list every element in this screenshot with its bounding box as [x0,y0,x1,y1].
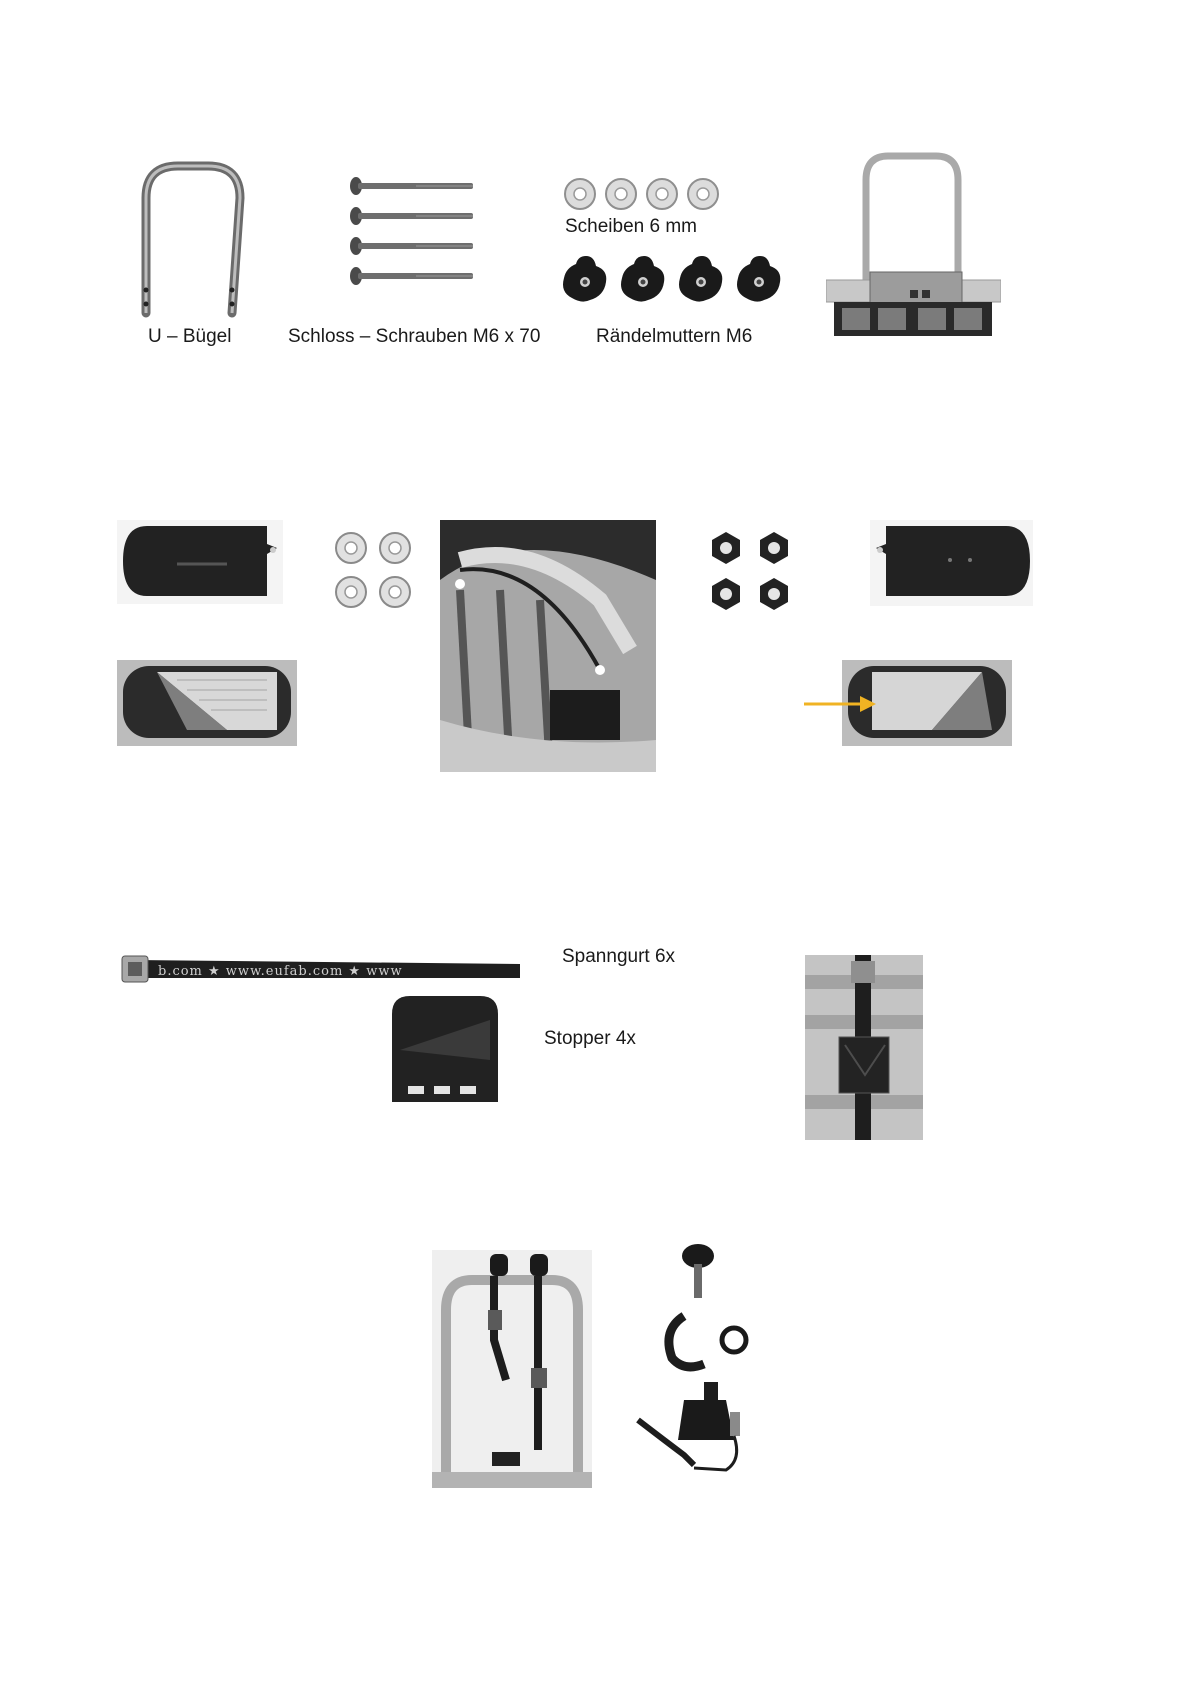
washers-image [562,176,732,214]
strap-label: Spanngurt 6x [562,946,676,967]
arrow-icon [804,692,876,716]
parts-section-3 [0,930,1191,1160]
holder-parts-image [634,1240,764,1485]
parts-section-2 [0,500,1191,790]
parts-section-1 [0,0,1191,380]
right-housing-back-image [870,520,1033,606]
bolts-label: Schloss – Schrauben M6 x 70 [288,326,541,347]
housing-washers-image [333,530,415,612]
stopper-image [380,990,506,1116]
carriage-bolts-image [346,174,476,299]
housing-nuts-image [708,530,792,614]
knurled-nuts-image [560,254,790,306]
strap-print-text: b.com ★ www.eufab.com ★ www [158,964,403,979]
parts-section-4 [0,1240,1191,1500]
knurled-nuts-label: Rändelmuttern M6 [596,326,753,347]
strap-mounted-photo [805,955,923,1140]
assembled-bracket-image [826,150,1001,340]
washers-label: Scheiben 6 mm [565,216,698,237]
stopper-label: Stopper 4x [544,1028,636,1049]
u-bracket-image [138,158,248,318]
left-housing-lens-image [117,660,297,746]
left-housing-back-image [117,520,283,604]
mounting-detail-photo [440,520,656,772]
u-bracket-label: U – Bügel [148,326,232,347]
holder-frame-photo [432,1250,592,1488]
